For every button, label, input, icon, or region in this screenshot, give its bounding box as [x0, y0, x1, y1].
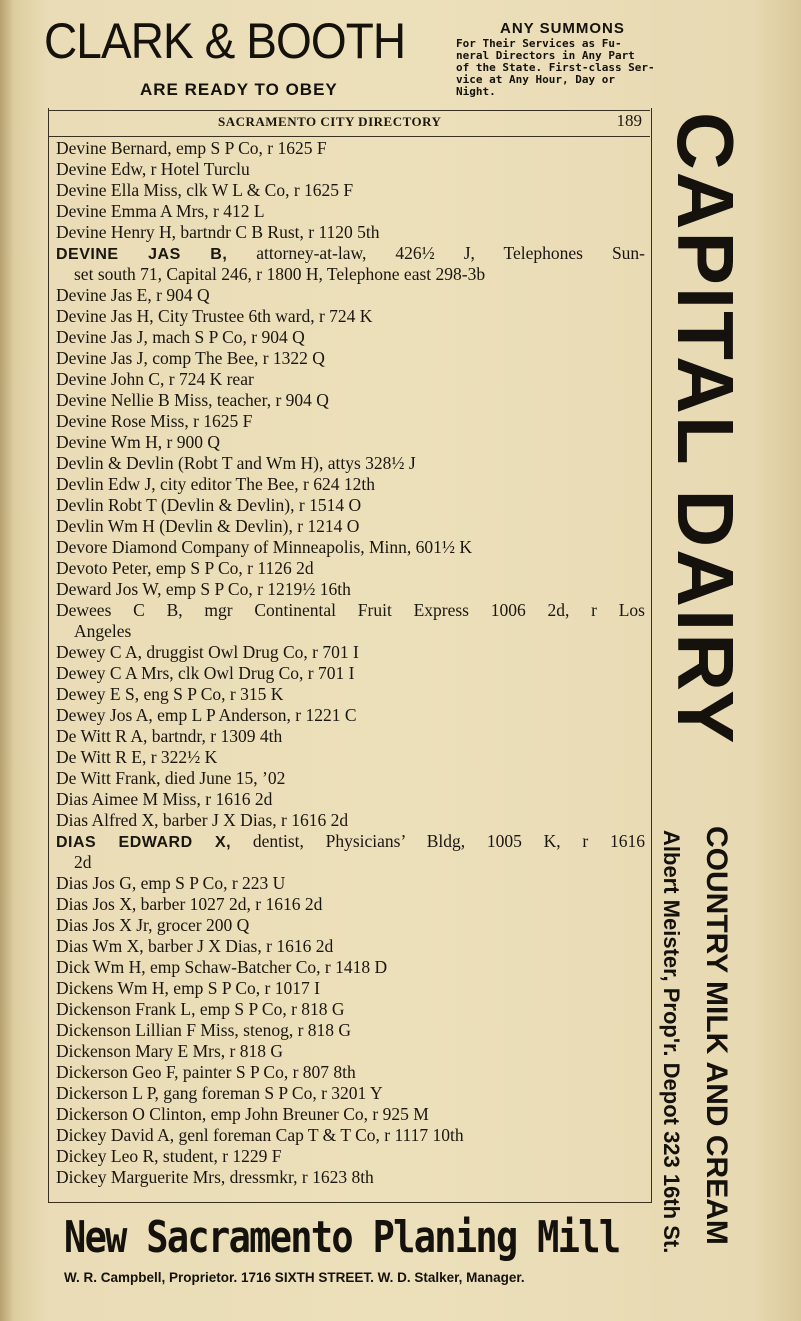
entry-text: Dickenson Frank L, emp S P Co, r 818 G	[56, 999, 345, 1019]
directory-entry	[56, 495, 650, 516]
entry-text: set south 71, Capital 246, r 1800 H, Telephone east 298-3b	[74, 264, 486, 284]
directory-entry	[56, 642, 650, 663]
directory-entry	[56, 348, 650, 369]
entry-text: Devlin Wm H (Devlin & Devlin), r 1214 O	[56, 516, 360, 536]
directory-entry	[56, 1083, 650, 1104]
bottom-ad-subline: W. R. Campbell, Proprietor. 1716 SIXTH STREET. W. D. Stalker, Manager.	[64, 1270, 525, 1285]
entry-text: Devlin Edw J, city editor The Bee, r 624 12th	[56, 474, 375, 494]
entry-text: Dias Jos X, barber 1027 2d, r 1616 2d	[56, 894, 323, 914]
directory-entry	[56, 1104, 650, 1125]
entry-text: Devine Bernard, emp S P Co, r 1625 F	[56, 138, 327, 158]
entry-text: Dewey E S, eng S P Co, r 315 K	[56, 684, 284, 704]
ad-summons-heading: ANY SUMMONS	[500, 20, 625, 37]
entry-text: Dewey C A Mrs, clk Owl Drug Co, r 701 I	[56, 663, 355, 683]
entry-text: Devine Rose Miss, r 1625 F	[56, 411, 253, 431]
directory-entry	[56, 789, 650, 810]
entry-text: Devine Jas J, comp The Bee, r 1322 Q	[56, 348, 325, 368]
directory-entry	[56, 873, 650, 894]
entry-text: 2d	[74, 852, 92, 872]
directory-entry	[56, 159, 650, 180]
directory-entry	[56, 831, 645, 852]
entry-text: Devine Nellie B Miss, teacher, r 904 Q	[56, 390, 329, 410]
directory-entry	[56, 201, 650, 222]
entry-text: Devine Jas E, r 904 Q	[56, 285, 210, 305]
entry-bold-name: DEVINE JAS B,	[56, 246, 228, 263]
directory-entry-continuation	[56, 852, 650, 873]
directory-entry	[56, 1125, 650, 1146]
entry-text: De Witt R E, r 322½ K	[56, 747, 218, 767]
directory-entry	[56, 537, 650, 558]
directory-entry	[56, 285, 650, 306]
entry-text: Devlin & Devlin (Robt T and Wm H), attys 328½ J	[56, 453, 416, 473]
bottom-ad-title: New Sacramento Planing Mill	[64, 1212, 620, 1263]
entry-text: Dickey Leo R, student, r 1229 F	[56, 1146, 282, 1166]
entry-text: Devine Emma A Mrs, r 412 L	[56, 201, 265, 221]
entry-text: Dewey Jos A, emp L P Anderson, r 1221 C	[56, 705, 357, 725]
directory-entry	[56, 138, 650, 159]
entry-text: Dickerson Geo F, painter S P Co, r 807 8th	[56, 1062, 356, 1082]
directory-entry	[56, 705, 650, 726]
entry-text: Devine Jas H, City Trustee 6th ward, r 724 K	[56, 306, 373, 326]
entry-text: dentist, Physicians’ Bldg, 1005 K, r 1616	[231, 831, 645, 851]
ad-summons-line: of the State. First-class Ser-	[456, 61, 655, 74]
directory-entry	[56, 600, 645, 621]
entry-text: Deward Jos W, emp S P Co, r 1219½ 16th	[56, 579, 351, 599]
ad-summons-text	[456, 38, 688, 98]
directory-entry	[56, 957, 650, 978]
ad-summons-line: vice at Any Hour, Day or	[456, 73, 615, 86]
side-ad-subtitle-block	[696, 826, 738, 1245]
entry-text: Dias Alfred X, barber J X Dias, r 1616 2d	[56, 810, 349, 830]
entry-text: Devine Ella Miss, clk W L & Co, r 1625 F	[56, 180, 354, 200]
directory-entry	[56, 474, 650, 495]
entry-text: Angeles	[74, 621, 132, 641]
entry-text: Devine John C, r 724 K rear	[56, 369, 254, 389]
directory-entry	[56, 1062, 650, 1083]
page-number: 189	[616, 111, 642, 130]
top-advertisement	[0, 0, 801, 108]
directory-entry	[56, 978, 650, 999]
header-rule	[48, 110, 650, 111]
directory-entry	[56, 327, 650, 348]
directory-entry	[56, 453, 650, 474]
side-ad-subtitle: COUNTRY MILK AND CREAM	[700, 826, 733, 1245]
page-edge-shadow	[0, 0, 14, 1321]
side-ad-title: CAPITAL DAIRY	[661, 112, 750, 746]
entry-text: Dickey David A, genl foreman Cap T & T Co, r 1117 10th	[56, 1125, 464, 1145]
entry-text: De Witt R A, bartndr, r 1309 4th	[56, 726, 283, 746]
entry-text: Dickenson Mary E Mrs, r 818 G	[56, 1041, 283, 1061]
entry-text: Dias Jos G, emp S P Co, r 223 U	[56, 873, 286, 893]
directory-entry-continuation	[56, 264, 650, 285]
entry-text: Devore Diamond Company of Minneapolis, Minn, 601½ K	[56, 537, 473, 557]
ad-tagline: ARE READY TO OBEY	[140, 80, 338, 99]
entry-text: Dickerson L P, gang foreman S P Co, r 3201 Y	[56, 1083, 383, 1103]
entry-text: Devine Edw, r Hotel Turclu	[56, 159, 250, 179]
ad-company-name: CLARK & BOOTH	[44, 13, 406, 69]
directory-entry	[56, 1167, 650, 1188]
entry-text: Dickenson Lillian F Miss, stenog, r 818 G	[56, 1020, 352, 1040]
directory-entry	[56, 579, 650, 600]
entry-text: Dias Wm X, barber J X Dias, r 1616 2d	[56, 936, 334, 956]
directory-entry	[56, 663, 650, 684]
entry-text: attorney-at-law, 426½ J, Telephones Sun-	[227, 243, 645, 263]
entry-text: Dias Aimee M Miss, r 1616 2d	[56, 789, 273, 809]
entry-text: Devine Wm H, r 900 Q	[56, 432, 220, 452]
entry-text: Dias Jos X Jr, grocer 200 Q	[56, 915, 250, 935]
directory-entry	[56, 915, 650, 936]
entry-text: Devine Henry H, bartndr C B Rust, r 1120 5th	[56, 222, 380, 242]
side-ad-proprietor-block	[654, 830, 690, 1254]
entry-bold-name: DIAS EDWARD X,	[56, 834, 232, 851]
entry-text: Devine Jas J, mach S P Co, r 904 Q	[56, 327, 305, 347]
entry-text: Dick Wm H, emp Schaw-Batcher Co, r 1418 D	[56, 957, 388, 977]
directory-entry	[56, 369, 650, 390]
ad-summons-line: neral Directors in Any Part	[456, 49, 635, 62]
directory-listing	[56, 138, 650, 1188]
directory-entry	[56, 558, 650, 579]
entry-text: Dickens Wm H, emp S P Co, r 1017 I	[56, 978, 320, 998]
directory-entry	[56, 390, 650, 411]
entry-text: Devoto Peter, emp S P Co, r 1126 2d	[56, 558, 314, 578]
directory-entry	[56, 306, 650, 327]
entry-text: Dewees C B, mgr Continental Fruit Express 1006 2d, r Los	[56, 600, 645, 620]
ad-summons-line: For Their Services as Fu-	[456, 37, 622, 50]
entry-text: Devlin Robt T (Devlin & Devlin), r 1514 O	[56, 495, 362, 515]
directory-entry	[56, 180, 650, 201]
ad-summons-line: Night.	[456, 85, 496, 98]
directory-entry	[56, 684, 650, 705]
directory-entry	[56, 999, 650, 1020]
directory-entry-continuation	[56, 621, 650, 642]
directory-entry	[56, 768, 650, 789]
directory-entry	[56, 894, 650, 915]
directory-entry	[56, 726, 650, 747]
directory-entry	[56, 1041, 650, 1062]
directory-entry	[56, 243, 645, 264]
entry-text: De Witt Frank, died June 15, ’02	[56, 768, 286, 788]
running-head	[48, 110, 650, 137]
entry-text: Dickey Marguerite Mrs, dressmkr, r 1623 8th	[56, 1167, 374, 1187]
side-ad-capital-dairy	[655, 112, 751, 824]
directory-entry	[56, 222, 650, 243]
directory-entry	[56, 747, 650, 768]
side-ad-proprietor: Albert Meister, Prop'r. Depot 323 16th St.	[659, 830, 684, 1254]
directory-entry	[56, 936, 650, 957]
directory-entry	[56, 1146, 650, 1167]
entry-text: Dewey C A, druggist Owl Drug Co, r 701 I	[56, 642, 359, 662]
directory-entry	[56, 516, 650, 537]
directory-entry	[56, 1020, 650, 1041]
directory-entry	[56, 432, 650, 453]
running-head-title: SACRAMENTO CITY DIRECTORY	[218, 114, 442, 129]
entry-text: Dickerson O Clinton, emp John Breuner Co, r 925 M	[56, 1104, 429, 1124]
directory-entry	[56, 810, 650, 831]
directory-entry	[56, 411, 650, 432]
